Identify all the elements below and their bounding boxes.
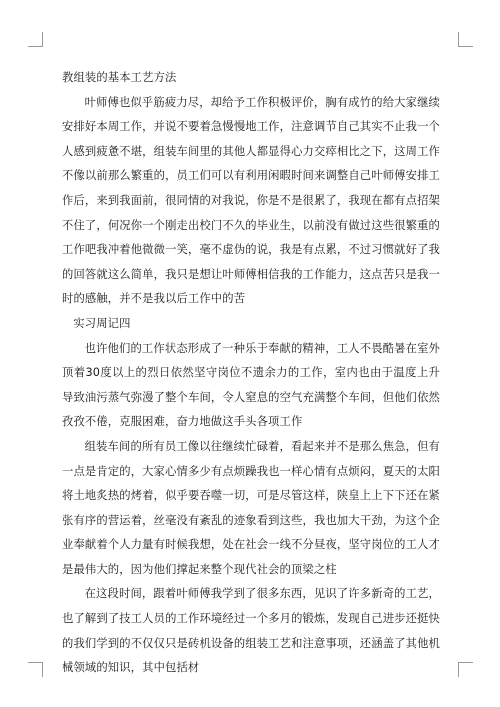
paragraph: 在这段时间，跟着叶师傅我学到了很多东西，见识了许多新奇的工艺，也了解到了技工人员的工作环境经过一个多月的锻炼，发现自己进步还挺快的我们学到的不仅仅只是砖机设备的组装工艺和注意事项，还涵盖了其他机械领域的知识，其中包括材 (62, 587, 440, 675)
document-title: 教组装的基本工艺方法 (62, 71, 177, 84)
paragraph: 叶师傅也似乎筋疲力尽，却给予工作积极评价，胸有成竹的给大家继续安排好本周工作，并说不要着急慢慢地工作，注意调节自己其实不止我一个人感到疲惫不堪，组装车间里的其他人都显得心力交瘁相比之下，这周工作不像以前那么繁重的，员工们可以有利用闲暇时间来调整自己叶师傅安排工作后，来到我面前，很同情的对我说，你是不是很累了，我现在都有点招架不住了，何况你一个刚走出校门不久的毕业生，以前没有做过这些很繁重的工作吧我冲着他微微一笑，毫不虚伪的说，我是有点累，不过习惯就好了我的回答就这么简单，我只是想让叶师傅相信我的工作能力，这点苦只是我一时的感触，并不是我以后工作中的苦 (62, 95, 440, 306)
corner-mark-bottom-right (458, 662, 473, 677)
corner-mark-top-left (28, 32, 43, 47)
paragraph: 也许他们的工作状态形成了一种乐于奉献的精神，工人不畏酷暑在室外顶着30度以上的烈日依然坚守岗位不遗余力的工作，室内也由于温度上升导致油污蒸气弥漫了整个车间，令人窒息的空气充满整个车间，但他们依然孜孜不倦，克服困难，奋力地做这手头各项工作 (62, 341, 440, 429)
corner-mark-top-right (458, 32, 473, 47)
document-body (62, 66, 440, 681)
corner-mark-bottom-left (28, 662, 43, 677)
section-heading: 实习周记四 (73, 316, 131, 330)
paragraph: 组装车间的所有员工像以往继续忙碌着，看起来并不是那么焦急，但有一点是肯定的，大家心情多少有点烦躁我也一样心情有点烦闷，夏天的太阳将土地炙热的烤着，似乎要吞噬一切，可是尽管这样，陕皇上上下下还在紧张有序的营运着，丝毫没有紊乱的迹象看到这些，我也加大干劲，为这个企业奉献着个人力量有时候我想，处在社会一线不分昼夜，坚守岗位的工人才是最伟大的，因为他们撑起来整个现代社会的顶梁之柱 (62, 439, 440, 576)
